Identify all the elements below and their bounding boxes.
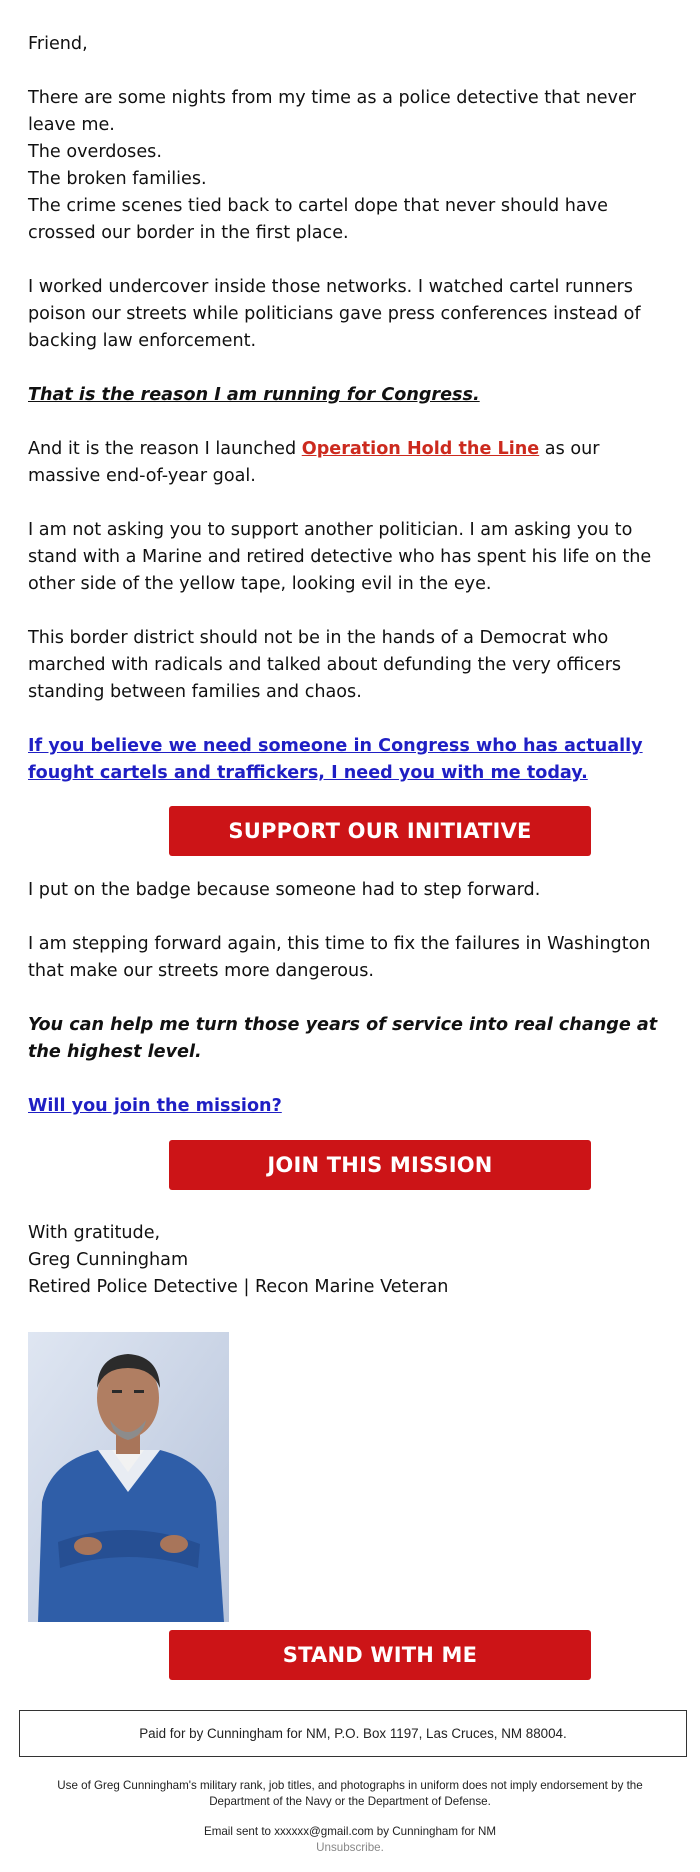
- congress-link-paragraph: [28, 733, 668, 787]
- paragraph-6: I am not asking you to support another politician. I am asking you to stand with a Marine and retired detective who has spent his life on the other side of the yellow tape, looking evil in the eye.: [28, 520, 652, 594]
- stand-with-me-button[interactable]: STAND WITH ME: [169, 1630, 591, 1680]
- military-disclaimer: Use of Greg Cunningham's military rank, job titles, and photographs in uniform does not imply endorsement by the Department of the Navy or the Department of Defense.: [57, 1779, 643, 1808]
- paragraph-9: I put on the badge because someone had to step forward.: [28, 880, 541, 900]
- paragraph-3: I worked undercover inside those networks. I watched cartel runners poison our streets while politicians gave press conferences instead of backing law enforcement.: [28, 277, 641, 351]
- paragraph-2-line-1: The overdoses.: [28, 142, 162, 162]
- candidate-photo: [28, 1332, 229, 1622]
- paragraph-5-end: as our massive end-of-year goal.: [28, 439, 600, 486]
- email-sent-notice: Email sent to xxxxxx@gmail.com by Cunningham for NM: [203, 1825, 497, 1838]
- paragraph-10: I am stepping forward again, this time to fix the failures in Washington that make our streets more dangerous.: [28, 934, 651, 981]
- signer-name: Greg Cunningham: [28, 1250, 189, 1270]
- unsubscribe-link[interactable]: Unsubscribe.: [316, 1841, 384, 1854]
- greeting: Friend,: [28, 34, 88, 54]
- signoff: With gratitude,: [28, 1223, 161, 1243]
- paragraph-5: [28, 436, 668, 490]
- email-footer: [40, 1824, 660, 1856]
- join-link-paragraph: [28, 1093, 668, 1120]
- paragraph-5-start: And it is the reason I launched: [28, 439, 302, 459]
- running-statement: That is the reason I am running for Congress.: [28, 385, 480, 405]
- support-initiative-button[interactable]: SUPPORT OUR INITIATIVE: [169, 806, 591, 856]
- paragraph-2-line-3: The crime scenes tied back to cartel dope that never should have crossed our border in the first place.: [28, 196, 608, 243]
- paragraph-2-line-2: The broken families.: [28, 169, 207, 189]
- signer-title: Retired Police Detective | Recon Marine Veteran: [28, 1277, 449, 1297]
- operation-hold-the-line-link[interactable]: Operation Hold the Line: [301, 439, 540, 459]
- fought-cartels-link[interactable]: If you believe we need someone in Congress who has actually fought cartels and traffickers, I need you with me today.: [28, 736, 643, 783]
- join-mission-button[interactable]: JOIN THIS MISSION: [169, 1140, 591, 1190]
- candidate-portrait-illustration: [28, 1332, 229, 1622]
- join-mission-link[interactable]: Will you join the mission?: [28, 1096, 282, 1116]
- paid-for-disclaimer-box: Paid for by Cunningham for NM, P.O. Box 1197, Las Cruces, NM 88004.: [19, 1710, 687, 1757]
- paragraph-1: There are some nights from my time as a police detective that never leave me.: [28, 88, 637, 135]
- paragraph-7: This border district should not be in the hands of a Democrat who marched with radicals and talked about defunding the very officers standing between families and chaos.: [28, 628, 622, 702]
- paragraph-11: You can help me turn those years of service into real change at the highest level.: [28, 1015, 658, 1062]
